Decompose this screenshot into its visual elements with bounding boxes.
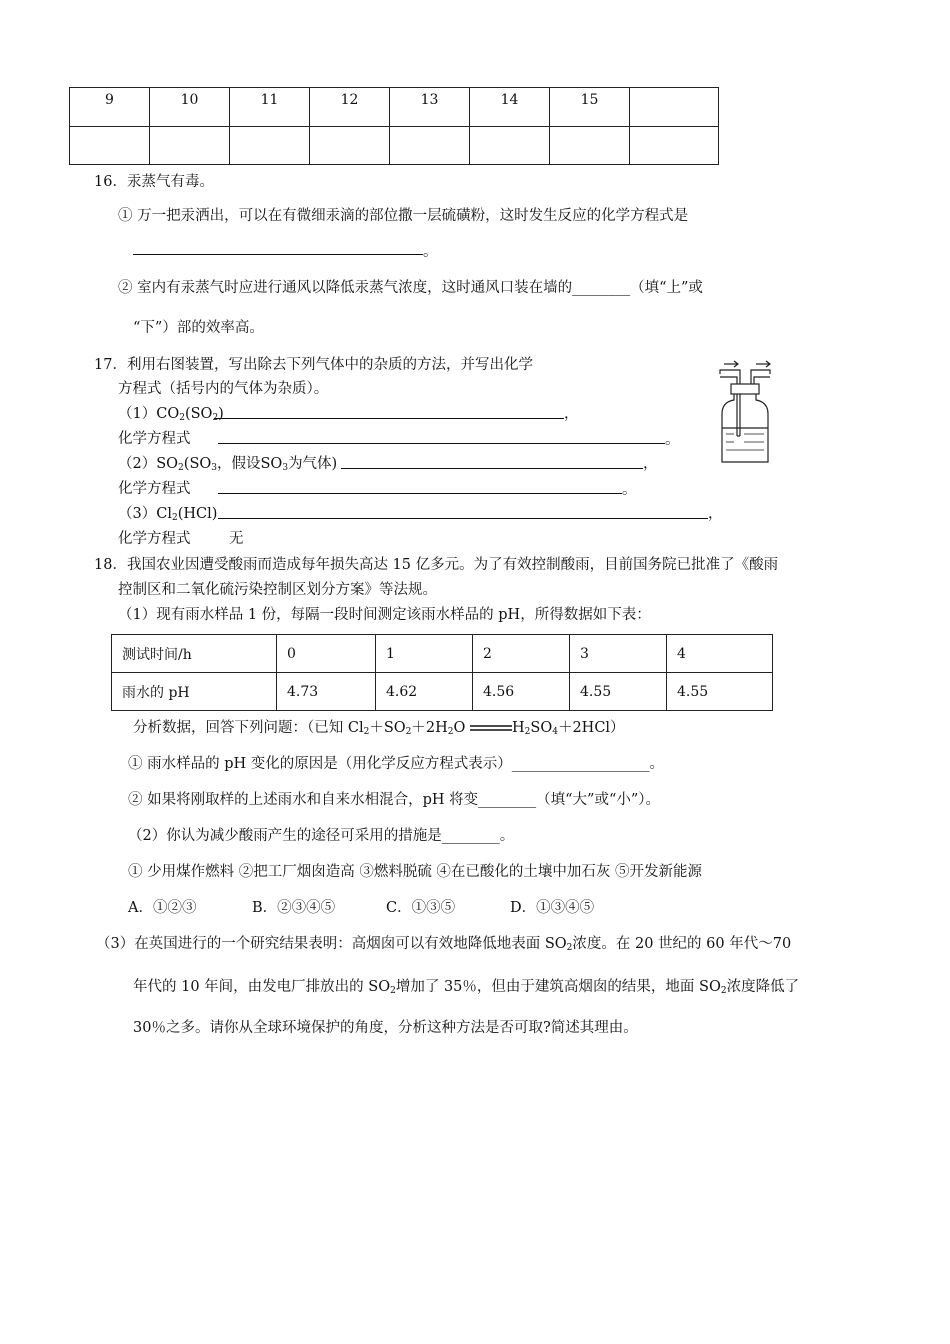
q18-option-c: C．①③⑤ bbox=[386, 900, 456, 916]
ph-table-time: 4 bbox=[667, 635, 773, 673]
ph-table-ph: 4.55 bbox=[667, 673, 773, 711]
answer-header-10: 10 bbox=[150, 88, 230, 127]
answer-cell[interactable] bbox=[150, 127, 230, 165]
answer-cell[interactable] bbox=[230, 127, 310, 165]
q17-item2-period: 。 bbox=[622, 482, 637, 498]
ph-table-ph: 4.56 bbox=[473, 673, 570, 711]
answer-cell[interactable] bbox=[70, 127, 150, 165]
q17-item2-eq-line[interactable] bbox=[218, 493, 622, 494]
q18-part3-line1: （3）在英国进行的一个研究结果表明：高烟囱可以有效地降低地表面 $SO_2$浓度。在 20 世纪的 60 年代～70 bbox=[96, 936, 792, 953]
q17-item3-comma: ， bbox=[708, 506, 723, 522]
q18-part3-line2: 年代的 10 年间，由发电厂排放出的 $SO_2$增加了 35％，但由于建筑高烟囱的结果，地面 $SO_2$浓度降低了 bbox=[133, 979, 800, 996]
q16-part2-cont: “下”）部的效率高。 bbox=[133, 320, 264, 336]
q17-item1-comma: ， bbox=[564, 406, 579, 422]
q17-item1-label: $(1)CO_2(SO_2)$ bbox=[118, 406, 224, 423]
q18-part3-line3: 30％之多。请你从全球环境保护的角度，分析这种方法是否可取?简述其理由。 bbox=[133, 1020, 638, 1036]
q16-stem: 16．汞蒸气有毒。 bbox=[94, 174, 214, 190]
ph-table-time: 1 bbox=[376, 635, 473, 673]
answer-header-blank bbox=[630, 88, 719, 127]
answer-header-9: 9 bbox=[70, 88, 150, 127]
q17-item3-eq-answer: 无 bbox=[229, 531, 244, 547]
q17-item2-label: $(2)SO_2(SO_3$，假设$SO_3$为气体) bbox=[118, 456, 338, 473]
table-row bbox=[112, 635, 773, 673]
q18-analysis-intro: 分析数据，回答下列问题：（已知 $Cl_2+SO_2+2H_2O$ $H_2SO_4+2HCl$） bbox=[133, 720, 625, 737]
answer-cell[interactable] bbox=[470, 127, 550, 165]
q16-part1: ① 万一把汞洒出，可以在有微细汞滴的部位撒一层硫磺粉，这时发生反应的化学方程式是 bbox=[118, 208, 689, 224]
ph-table-time: 3 bbox=[570, 635, 667, 673]
answer-cell[interactable] bbox=[550, 127, 630, 165]
ph-table bbox=[111, 634, 773, 711]
q18-option-d: D．①③④⑤ bbox=[510, 900, 595, 916]
q16-answer-line-1[interactable] bbox=[133, 254, 423, 255]
table-row bbox=[112, 673, 773, 711]
q17-item1-answer-line[interactable] bbox=[214, 418, 564, 419]
q17-item1-eq-label: 化学方程式 bbox=[118, 431, 191, 447]
answer-header-12: 12 bbox=[310, 88, 390, 127]
q18-option-b: B．②③④⑤ bbox=[252, 900, 336, 916]
answer-table bbox=[69, 87, 719, 165]
q18-part2: （2）你认为减少酸雨产生的途径可采用的措施是________。 bbox=[128, 828, 515, 844]
q18-stem-2: 控制区和二氧化硫污染控制区划分方案》等法规。 bbox=[118, 582, 437, 598]
answer-header-13: 13 bbox=[390, 88, 470, 127]
ph-table-time-label: 测试时间/h bbox=[112, 635, 277, 673]
q16-part2: ② 室内有汞蒸气时应进行通风以降低汞蒸气浓度，这时通风口装在墙的________（填“上”或 bbox=[118, 280, 703, 296]
q17-stem-2: 方程式（括号内的气体为杂质）。 bbox=[118, 381, 329, 397]
q18-subquestion-2: ② 如果将刚取样的上述雨水和自来水相混合，pH 将变________（填“大”或“小”）。 bbox=[128, 792, 661, 808]
ph-table-ph: 4.55 bbox=[570, 673, 667, 711]
ph-table-time: 2 bbox=[473, 635, 570, 673]
q18-option-a: A．①②③ bbox=[128, 900, 197, 916]
answer-cell[interactable] bbox=[310, 127, 390, 165]
q17-item3-eq-label: 化学方程式 bbox=[118, 531, 191, 547]
ph-table-ph: 4.62 bbox=[376, 673, 473, 711]
answer-header-14: 14 bbox=[470, 88, 550, 127]
q17-item2-comma: ， bbox=[643, 456, 658, 472]
equals-sign-icon bbox=[470, 724, 512, 732]
q18-part1: （1）现有雨水样品 1 份，每隔一段时间测定该雨水样品的 pH，所得数据如下表： bbox=[118, 607, 651, 623]
answer-header-15: 15 bbox=[550, 88, 630, 127]
q17-item1-eq-line[interactable] bbox=[218, 443, 665, 444]
q18-stem-1: 18．我国农业因遭受酸雨而造成每年损失高达 15 亿多元。为了有效控制酸雨，目前国务院已批准了《酸雨 bbox=[94, 557, 779, 573]
q17-item3-label: $(3)Cl_2(HCl)$ bbox=[118, 506, 218, 523]
q17-item2-eq-label: 化学方程式 bbox=[118, 481, 191, 497]
ph-table-time: 0 bbox=[277, 635, 376, 673]
ph-table-ph: 4.73 bbox=[277, 673, 376, 711]
q17-item1-period: 。 bbox=[665, 432, 680, 448]
q17-item3-answer-line[interactable] bbox=[218, 518, 708, 519]
ph-table-ph-label: 雨水的 pH bbox=[112, 673, 277, 711]
q16-part1-end: 。 bbox=[423, 244, 438, 260]
gas-washing-bottle-diagram bbox=[714, 358, 776, 466]
answer-cell[interactable] bbox=[390, 127, 470, 165]
q18-measures-list: ① 少用煤作燃料 ②把工厂烟囱造高 ③燃料脱硫 ④在已酸化的土壤中加石灰 ⑤开发新能源 bbox=[128, 864, 703, 880]
answer-header-11: 11 bbox=[230, 88, 310, 127]
q18-subquestion-1: ① 雨水样品的 pH 变化的原因是（用化学反应方程式表示）___________________。 bbox=[128, 756, 665, 772]
q17-stem-1: 17．利用右图装置，写出除去下列气体中的杂质的方法，并写出化学 bbox=[94, 357, 533, 373]
answer-cell[interactable] bbox=[630, 127, 719, 165]
q17-item2-answer-line[interactable] bbox=[341, 468, 643, 469]
